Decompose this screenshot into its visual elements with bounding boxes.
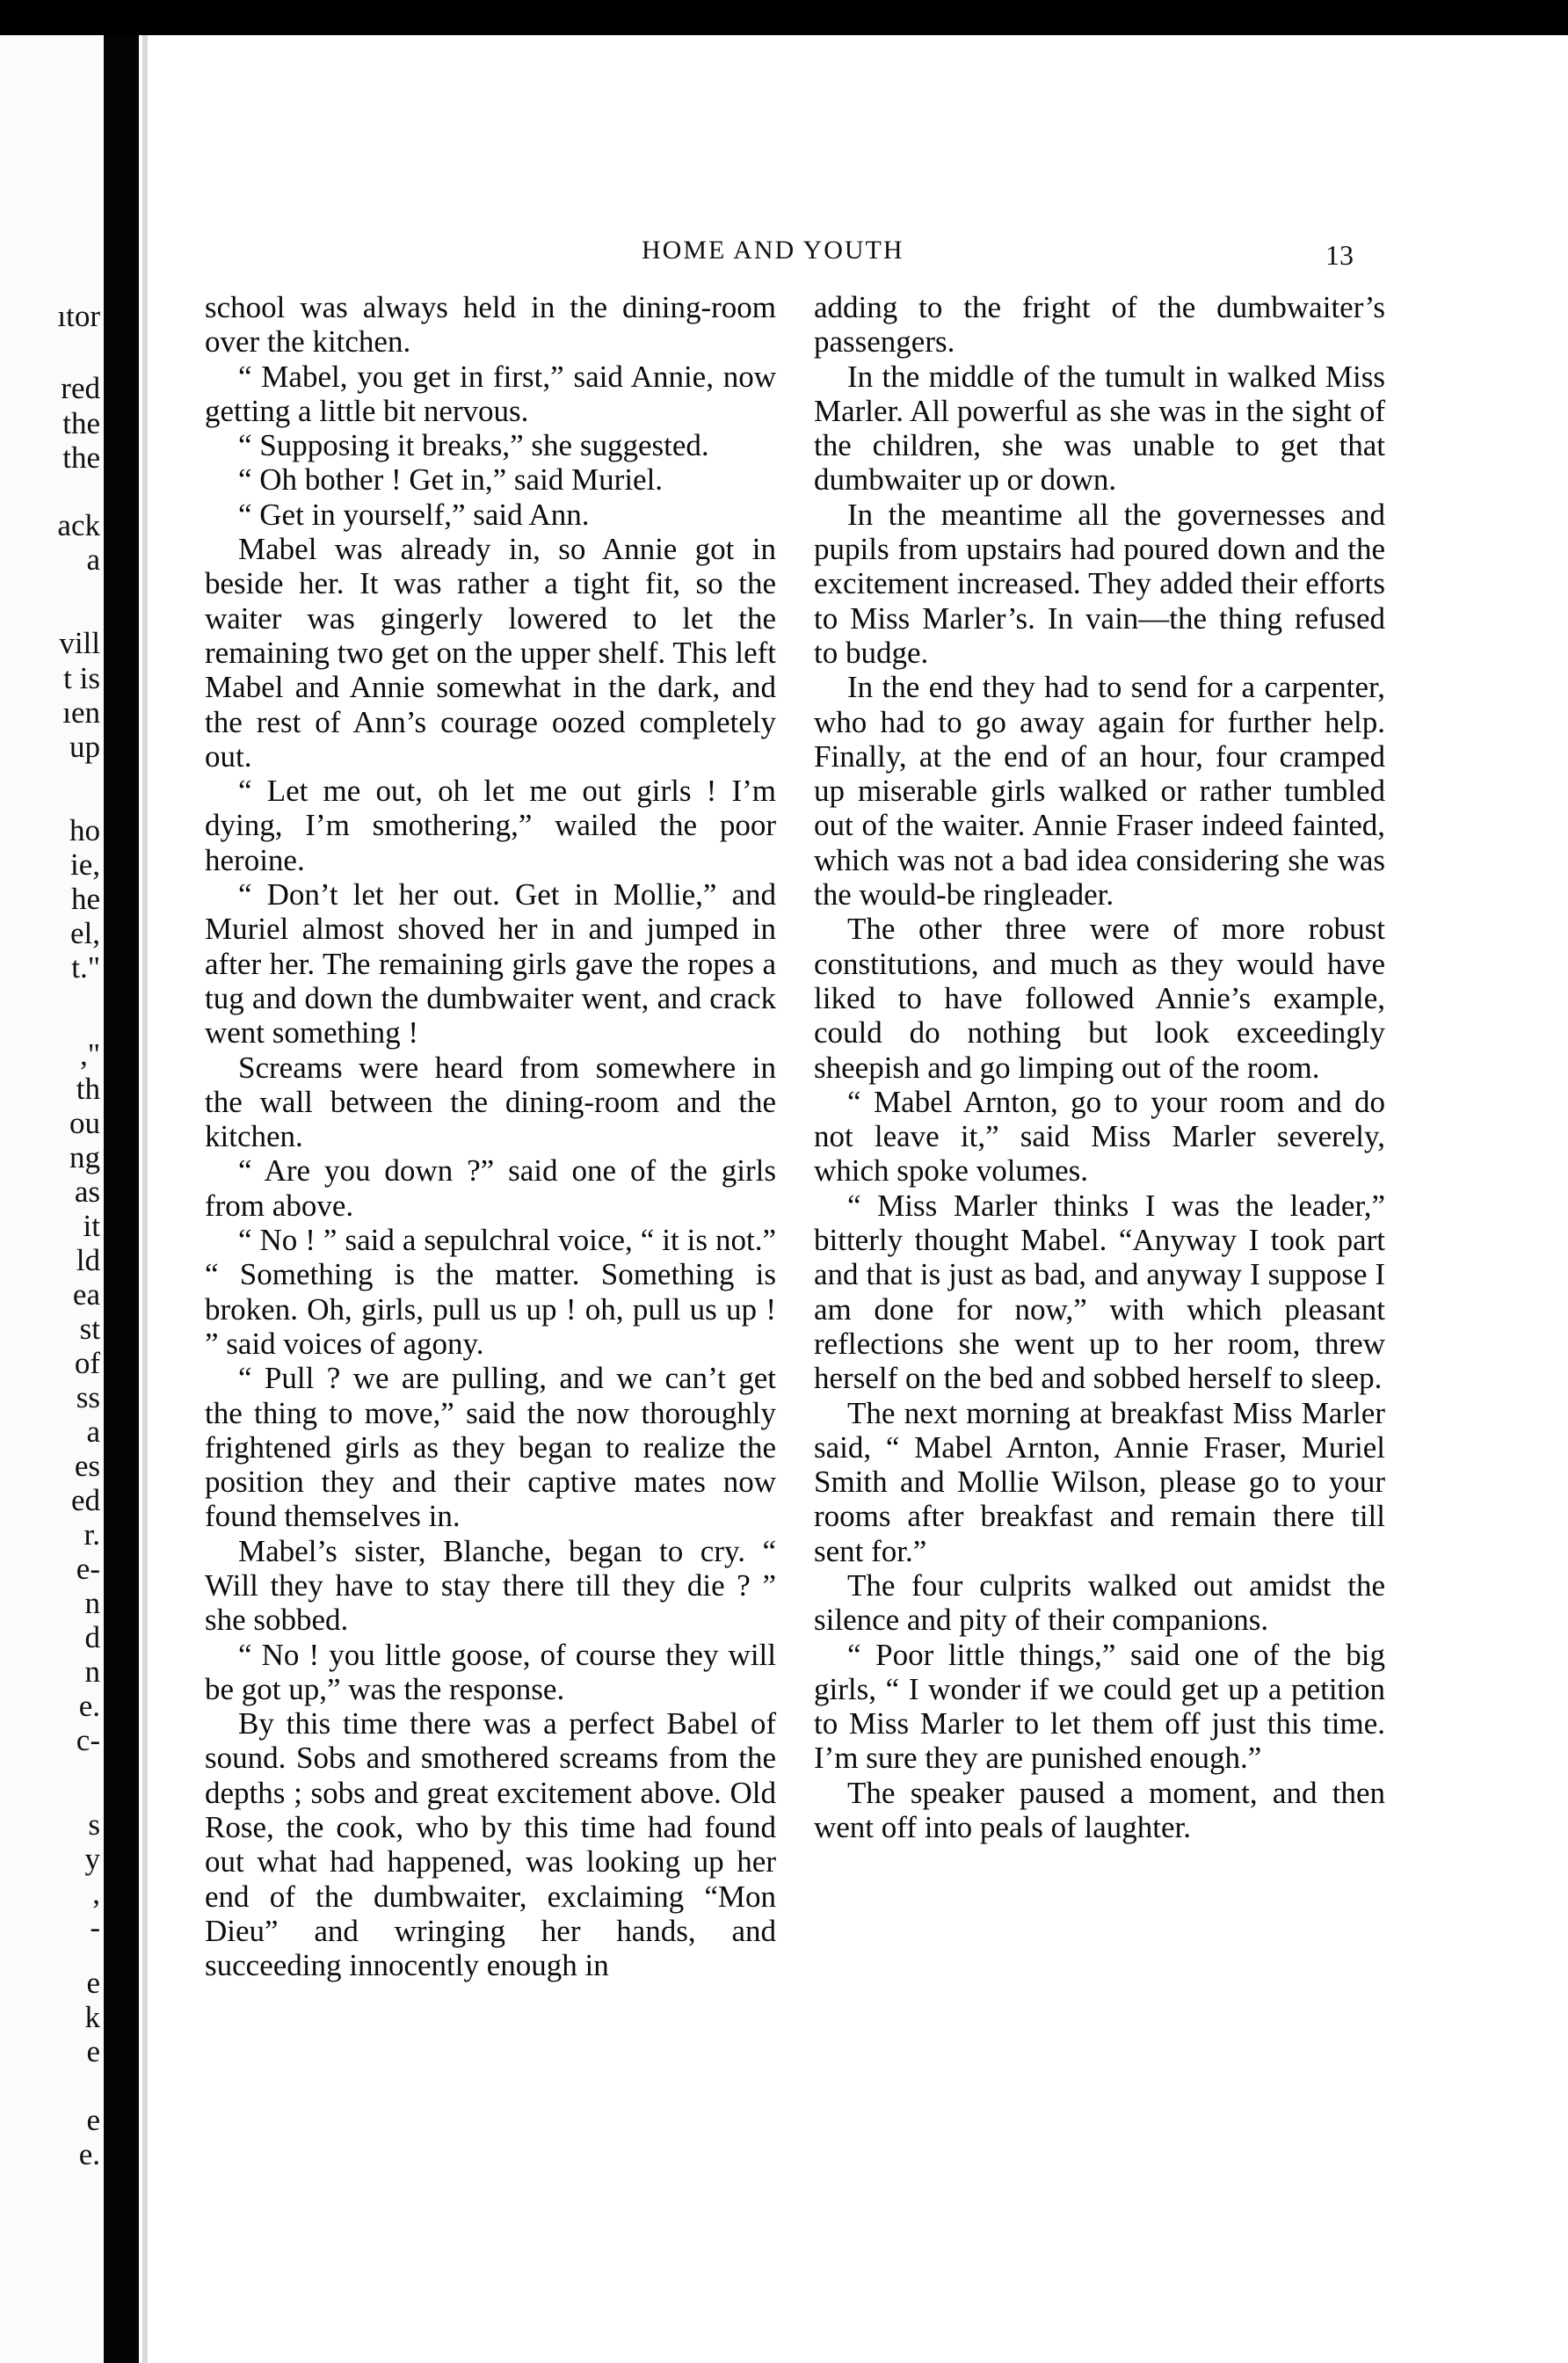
margin-fragment: ,: [92, 1876, 100, 1910]
page-gutter: [104, 35, 139, 2363]
margin-fragment: ack: [57, 508, 100, 542]
margin-fragment: n: [84, 1654, 100, 1689]
margin-fragment: ıtor: [57, 299, 100, 333]
margin-fragment: the: [62, 406, 100, 440]
paragraph: Screams were heard from somewhere in the wall between the dining-room and the kitchen.: [205, 1050, 776, 1154]
margin-fragment: y: [84, 1842, 100, 1876]
paragraph: “ Are you down ?” said one of the girls from above.: [205, 1153, 776, 1223]
paragraph: Mabel was already in, so Annie got in beside her. It was rather a tight fit, so the waiter was gingerly lowered to let the remaining two get on the upper shelf. This left Mabel and Annie somewhat in the dark, and the rest of Ann’s courage oozed completely out.: [205, 532, 776, 774]
margin-fragment: e.: [78, 2137, 100, 2171]
margin-fragment: c-: [76, 1723, 100, 1757]
margin-fragment: ,": [79, 1037, 100, 1072]
margin-fragment: e: [86, 2103, 100, 2137]
paragraph: “ Let me out, oh let me out girls ! I’m dying, I’m smothering,” wailed the poor heroine.: [205, 774, 776, 877]
paragraph: By this time there was a perfect Babel of sound. Sobs and smothered screams from the depths ; sobs and great excitement above. Old Rose, the cook, who by this time had found out what had happened, was looking up her end of the dumbwaiter, exclaiming “Mon Dieu” and wringing her hands, and succeeding innocently enough in: [205, 1706, 776, 1983]
margin-fragment: ie,: [69, 847, 100, 882]
paragraph: In the meantime all the governesses and pupils from upstairs had poured down and the excitement increased. They added their efforts to Miss Marler’s. In vain—the thing refused to budge.: [814, 497, 1385, 670]
margin-fragment: red: [61, 371, 100, 405]
margin-fragment: he: [70, 882, 100, 916]
margin-fragment: a: [86, 542, 100, 577]
margin-fragment: a: [86, 1414, 100, 1449]
paragraph: “ No ! you little goose, of course they will be got up,” was the response.: [205, 1637, 776, 1706]
paragraph: The next morning at breakfast Miss Marler said, “ Mabel Arnton, Annie Fraser, Muriel Smith and Mollie Wilson, please go to your rooms after breakfast and remain there till sent for.”: [814, 1395, 1385, 1568]
paragraph: “ Supposing it breaks,” she suggested.: [238, 428, 709, 463]
margin-fragment: d: [84, 1620, 100, 1654]
margin-fragment: of: [74, 1346, 100, 1380]
paragraph: The speaker paused a moment, and then went off into peals of laughter.: [814, 1775, 1385, 1845]
paragraph: “ Miss Marler thinks I was the leader,” bitterly thought Mabel. “Anyway I took part and that is just as bad, and anyway I suppose I am done for now,” with which pleasant reflections she went up to her room, threw herself on the bed and sobbed herself to sleep.: [814, 1188, 1385, 1396]
paragraph: “ Poor little things,” said one of the big girls, “ I wonder if we could get up a petition to Miss Marler to let them off just this time. I’m sure they are punished enough.”: [814, 1637, 1385, 1776]
margin-fragment: r.: [83, 1517, 100, 1552]
gutter-highlight: [142, 35, 148, 2363]
margin-fragment: ea: [72, 1277, 100, 1312]
left-text-column: [205, 290, 776, 1983]
paragraph: “ Oh bother ! Get in,” said Muriel.: [238, 462, 664, 498]
paragraph: “ Get in yourself,” said Ann.: [238, 497, 590, 532]
margin-fragment: as: [74, 1174, 100, 1209]
margin-fragment: ed: [70, 1483, 100, 1517]
paragraph: “ Mabel Arnton, go to your room and do not leave it,” said Miss Marler severely, which spoke volumes.: [814, 1084, 1385, 1189]
paragraph: school was always held in the dining-room over the kitchen.: [205, 290, 776, 360]
margin-fragment: e: [86, 2034, 100, 2069]
paragraph: “ No ! ” said a sepulchral voice, “ it is not.” “ Something is the matter. Something is broken. Oh, girls, pull us up ! oh, pull us up ! ” said voices of agony.: [205, 1223, 776, 1361]
margin-fragment: ou: [69, 1106, 100, 1140]
paragraph: “ Don’t let her out. Get in Mollie,” and Muriel almost shoved her in and jumped in after her. The remaining girls gave the ropes a tug and down the dumbwaiter went, and crack went something !: [205, 877, 776, 1051]
margin-fragment: th: [76, 1072, 100, 1106]
paragraph: adding to the fright of the dumbwaiter’s passengers.: [814, 290, 1385, 360]
margin-fragment: t.": [71, 950, 100, 985]
margin-fragment: s: [88, 1807, 100, 1842]
paragraph: “ Mabel, you get in first,” said Annie, now getting a little bit nervous.: [205, 359, 776, 428]
margin-fragment: -: [90, 1910, 100, 1945]
margin-fragment: ng: [69, 1140, 100, 1174]
margin-fragment: ld: [76, 1243, 100, 1277]
margin-fragment: es: [74, 1449, 100, 1483]
margin-fragment: ss: [76, 1380, 100, 1414]
paragraph: The four culprits walked out amidst the silence and pity of their companions.: [814, 1567, 1385, 1638]
paragraph: In the middle of the tumult in walked Miss Marler. All powerful as she was in the sight of the children, she was unable to get that dumbwaiter up or down.: [814, 359, 1385, 498]
margin-fragment: el,: [69, 916, 100, 950]
right-text-column: [814, 290, 1385, 1844]
margin-fragment: ho: [69, 813, 100, 847]
margin-fragment: it: [83, 1209, 100, 1243]
margin-fragment: ıen: [62, 695, 100, 730]
margin-fragment: e.: [78, 1689, 100, 1723]
margin-fragment: st: [79, 1312, 100, 1346]
page-number: 13: [1325, 239, 1354, 271]
margin-fragment: up: [69, 730, 100, 764]
paragraph: The other three were of more robust constitutions, and much as they would have liked to have followed Annie’s example, could do nothing but look exceedingly sheepish and go limping out of the room.: [814, 912, 1385, 1085]
paragraph: Mabel’s sister, Blanche, began to cry. “ Will they have to stay there till they die ? ” she sobbed.: [205, 1533, 776, 1638]
margin-fragment: k: [84, 2000, 100, 2034]
paragraph: In the end they had to send for a carpenter, who had to go away again for further help. Finally, at the end of an hour, four cramped up miserable girls walked or rather tumbled out of the waiter. Annie Fraser indeed fainted, which was not a bad idea considering she was the would-be ringleader.: [814, 670, 1385, 912]
paragraph: “ Pull ? we are pulling, and we can’t get the thing to move,” said the now thoroughly frightened girls as they began to realize the position they and their captive mates now found themselves in.: [205, 1361, 776, 1534]
running-title: HOME AND YOUTH: [642, 236, 904, 265]
margin-fragment: e-: [76, 1552, 100, 1586]
facing-page-edge: [0, 35, 104, 2363]
margin-fragment: the: [62, 440, 100, 475]
margin-fragment: e: [86, 1966, 100, 2000]
margin-fragment: t is: [63, 661, 100, 695]
margin-fragment: vill: [59, 626, 100, 660]
margin-fragment: n: [84, 1586, 100, 1620]
